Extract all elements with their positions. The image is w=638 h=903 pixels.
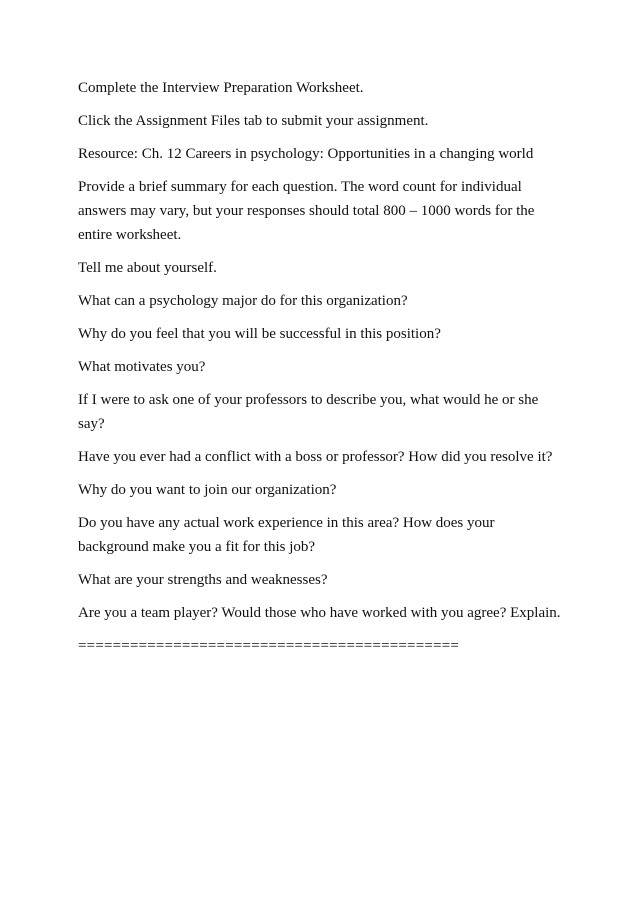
instruction-paragraph: Provide a brief summary for each question. The word count for individual answers may vary, but your responses should total 800 – 1000 words for the entire worksheet.	[78, 179, 535, 243]
resource-line: Resource: Ch. 12 Careers in psychology: Opportunities in a changing world	[78, 146, 534, 162]
question-item: What motivates you?	[78, 359, 206, 375]
question-item: Why do you feel that you will be successful in this position?	[78, 326, 441, 342]
document-body	[78, 76, 566, 658]
instruction-line: Complete the Interview Preparation Worksheet.	[78, 80, 364, 96]
separator-line: ============================================	[78, 638, 460, 654]
question-item: What can a psychology major do for this organization?	[78, 293, 408, 309]
instruction-line: Click the Assignment Files tab to submit your assignment.	[78, 113, 429, 129]
question-item: Tell me about yourself.	[78, 260, 217, 276]
question-item: Have you ever had a conflict with a boss or professor? How did you resolve it?	[78, 449, 553, 465]
question-item: If I were to ask one of your professors to describe you, what would he or she say?	[78, 392, 539, 432]
question-item: Are you a team player? Would those who have worked with you agree? Explain.	[78, 605, 561, 621]
question-item: What are your strengths and weaknesses?	[78, 572, 328, 588]
question-item: Do you have any actual work experience in this area? How does your background make you a fit for this job?	[78, 515, 495, 555]
question-item: Why do you want to join our organization?	[78, 482, 337, 498]
